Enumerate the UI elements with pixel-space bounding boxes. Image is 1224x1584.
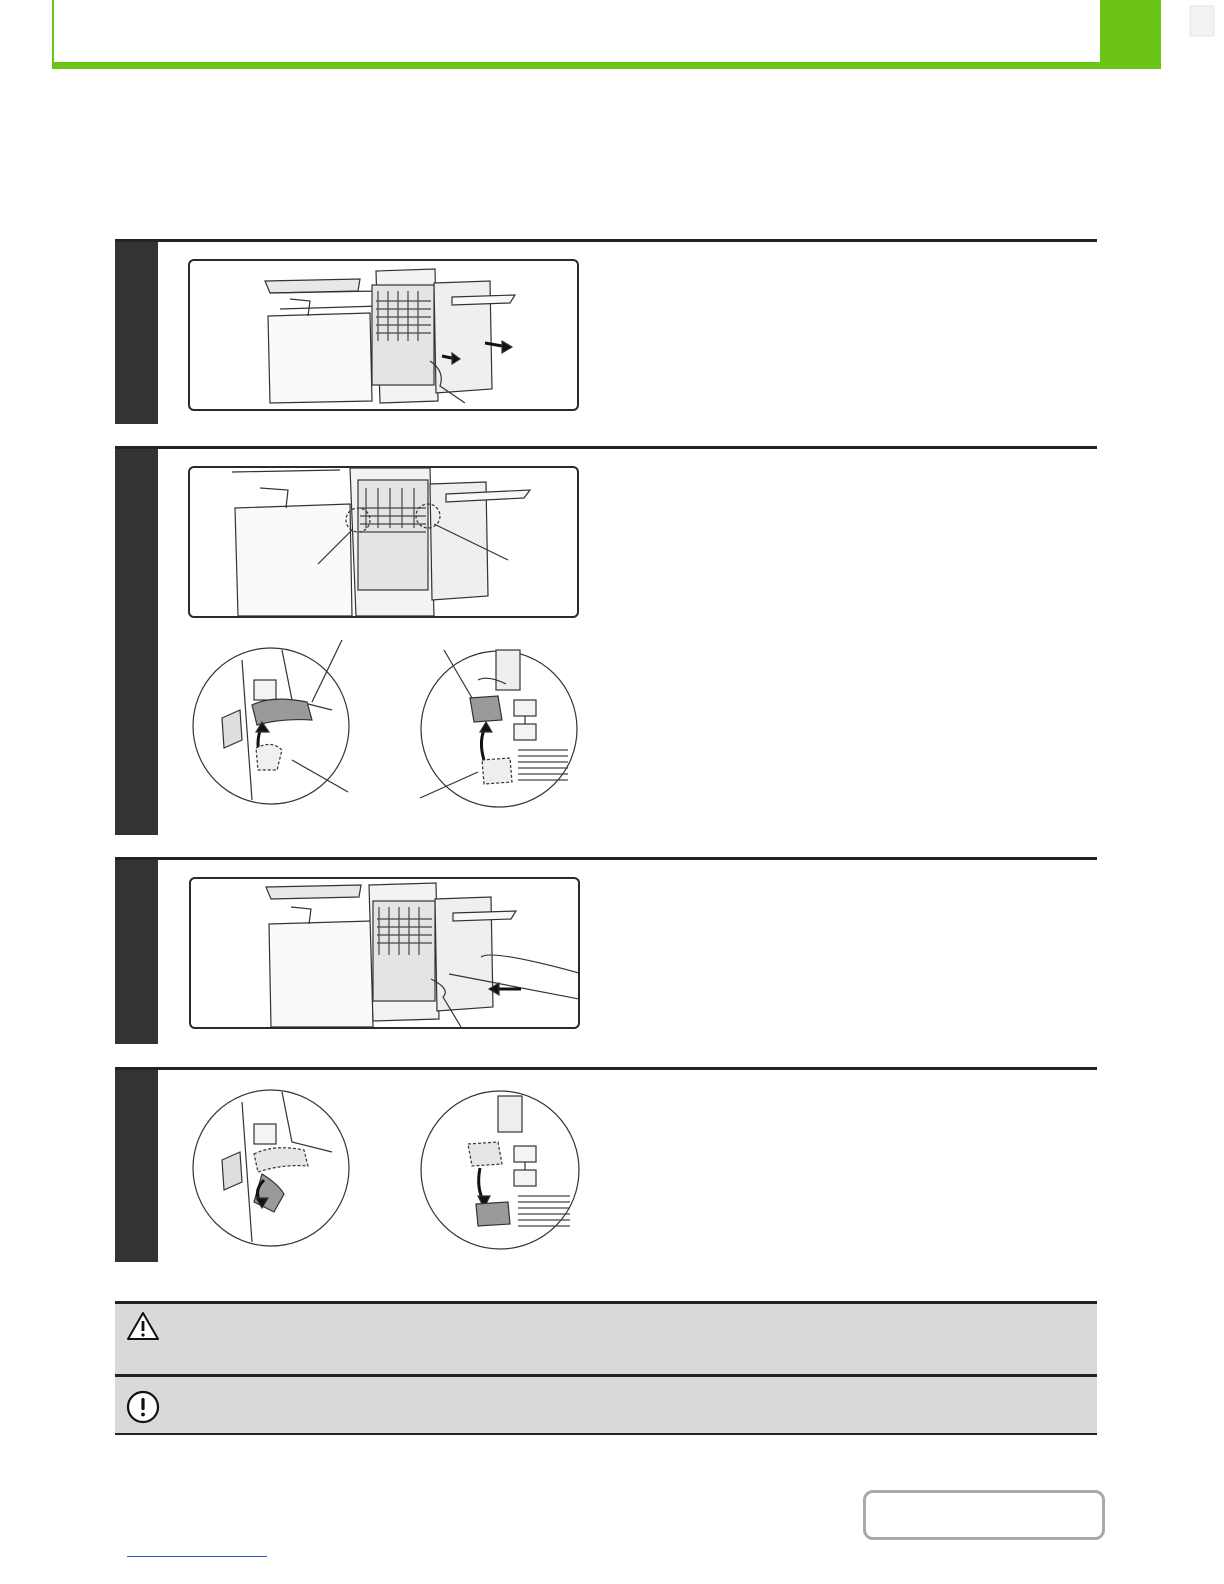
step-2-rule — [115, 446, 1097, 449]
step-2-number — [115, 449, 158, 835]
page-corner-icon — [1176, 0, 1224, 48]
contents-nav-button[interactable] — [863, 1490, 1105, 1540]
step-1-number — [115, 242, 158, 424]
warning-icon — [125, 1310, 161, 1342]
important-note — [115, 1374, 1097, 1434]
header-accent-bar — [52, 62, 1161, 69]
step-4-number — [115, 1070, 158, 1262]
step-3-rule — [115, 857, 1097, 860]
step-4-left-lever-detail — [192, 1084, 352, 1250]
footer-link[interactable] — [127, 1556, 267, 1557]
step-2-left-lever-detail — [192, 640, 352, 810]
step-1-illustration — [188, 259, 579, 411]
step-2-right-lever-detail — [418, 640, 578, 810]
step-4-rule — [115, 1067, 1097, 1070]
important-icon — [125, 1389, 161, 1425]
step-2-illustration — [188, 466, 579, 618]
step-3-illustration — [189, 877, 580, 1029]
step-1-rule — [115, 239, 1097, 242]
warning-note — [115, 1301, 1097, 1375]
header-contents-tab[interactable] — [1102, 0, 1161, 69]
step-4-right-lever-detail — [418, 1088, 580, 1252]
notes-bottom-rule — [115, 1433, 1097, 1435]
page-header — [52, 0, 1102, 64]
step-3-number — [115, 860, 158, 1044]
